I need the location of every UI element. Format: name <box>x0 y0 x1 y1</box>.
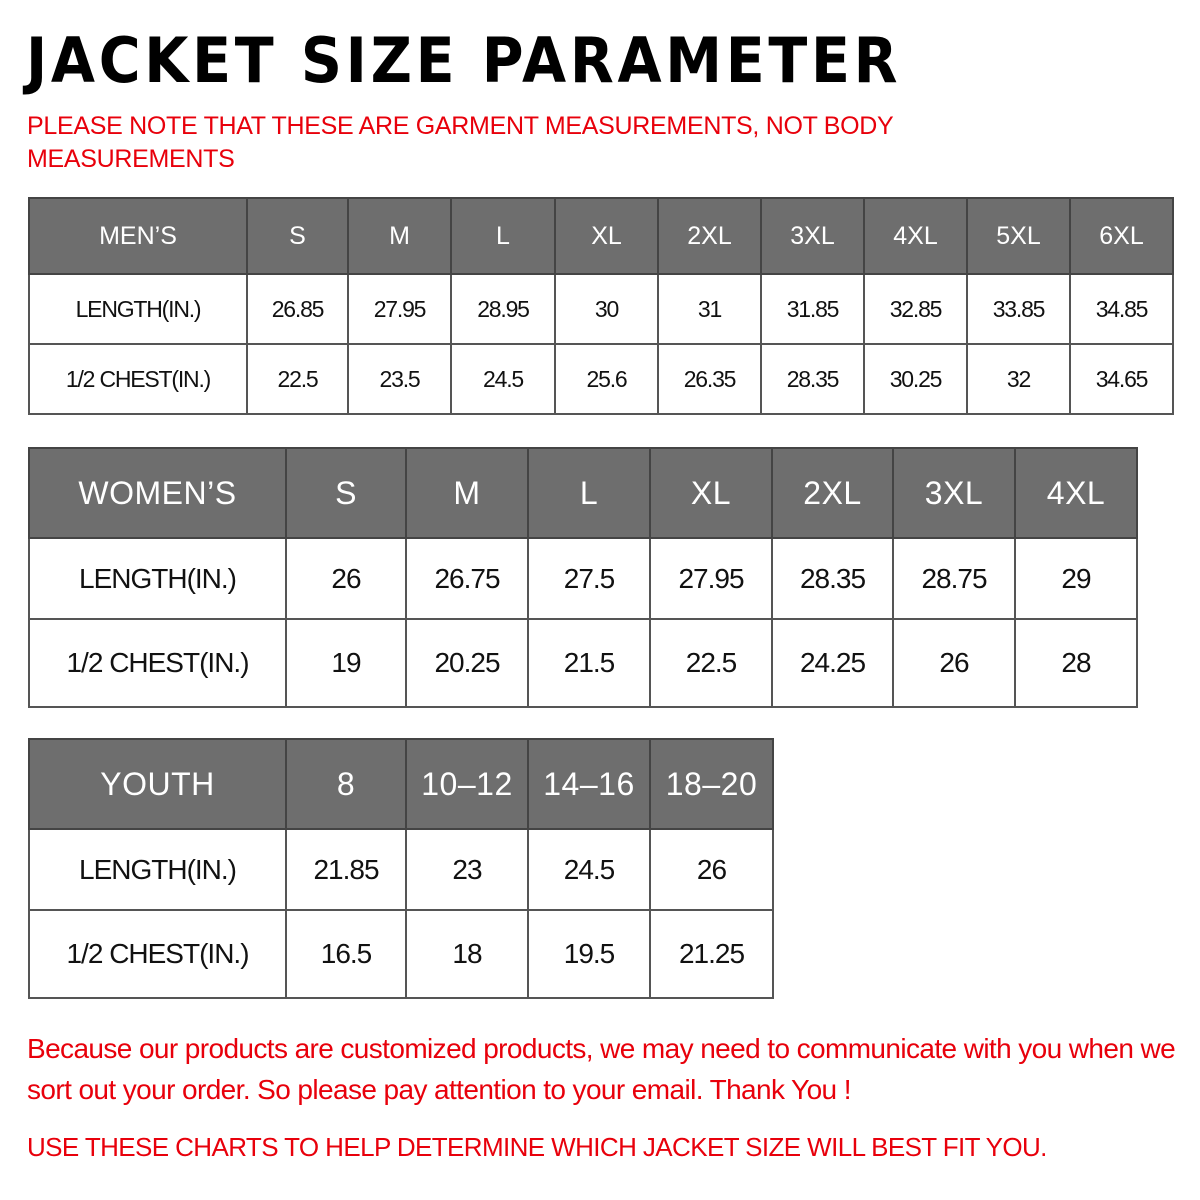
measurement-cell: 30 <box>555 274 658 344</box>
measurement-cell: 26 <box>286 538 406 619</box>
womens-size-table <box>28 447 1138 708</box>
row-label-cell: LENGTH(IN.) <box>29 538 286 619</box>
header-row <box>29 198 1173 274</box>
header-row <box>29 448 1137 538</box>
measurement-cell: 20.25 <box>406 619 528 707</box>
page-title: JACKET SIZE PARAMETER <box>26 24 902 97</box>
measurement-cell: 33.85 <box>967 274 1070 344</box>
size-header-cell: 2XL <box>658 198 761 274</box>
measurement-cell: 21.85 <box>286 829 406 910</box>
measurement-cell: 19 <box>286 619 406 707</box>
row-label-cell: LENGTH(IN.) <box>29 274 247 344</box>
measurement-cell: 21.25 <box>650 910 773 998</box>
measurement-cell: 31.85 <box>761 274 864 344</box>
measurement-cell: 28.95 <box>451 274 555 344</box>
table-title-cell: YOUTH <box>29 739 286 829</box>
size-header-cell: 10–12 <box>406 739 528 829</box>
measurement-cell: 34.85 <box>1070 274 1173 344</box>
size-header-cell: S <box>286 448 406 538</box>
row-label-cell: 1/2 CHEST(IN.) <box>29 619 286 707</box>
length-row <box>29 274 1173 344</box>
table-title-cell: WOMEN’S <box>29 448 286 538</box>
measurement-cell: 26 <box>650 829 773 910</box>
size-header-cell: 4XL <box>864 198 967 274</box>
size-header-cell: XL <box>555 198 658 274</box>
size-header-cell: 14–16 <box>528 739 650 829</box>
measurement-cell: 28.75 <box>893 538 1015 619</box>
size-header-cell: 5XL <box>967 198 1070 274</box>
size-header-cell: 3XL <box>893 448 1015 538</box>
header-row <box>29 739 773 829</box>
measurement-cell: 26.35 <box>658 344 761 414</box>
measurement-cell: 28 <box>1015 619 1137 707</box>
measurement-cell: 34.65 <box>1070 344 1173 414</box>
length-row <box>29 829 773 910</box>
measurement-cell: 26.75 <box>406 538 528 619</box>
mens-size-table <box>28 197 1174 415</box>
youth-size-table <box>28 738 774 999</box>
measurement-cell: 32 <box>967 344 1070 414</box>
size-header-cell: 2XL <box>772 448 893 538</box>
measurement-cell: 24.5 <box>451 344 555 414</box>
chest-row <box>29 619 1137 707</box>
size-header-cell: L <box>451 198 555 274</box>
size-advice: USE THESE CHARTS TO HELP DETERMINE WHICH JACKET SIZE WILL BEST FIT YOU. <box>27 1132 1047 1162</box>
measurement-cell: 32.85 <box>864 274 967 344</box>
row-label-cell: LENGTH(IN.) <box>29 829 286 910</box>
measurement-cell: 31 <box>658 274 761 344</box>
size-header-cell: L <box>528 448 650 538</box>
measurement-cell: 26 <box>893 619 1015 707</box>
size-header-cell: 4XL <box>1015 448 1137 538</box>
chest-row <box>29 910 773 998</box>
measurement-cell: 23.5 <box>348 344 451 414</box>
measurement-cell: 28.35 <box>761 344 864 414</box>
length-row <box>29 538 1137 619</box>
measurement-note: PLEASE NOTE THAT THESE ARE GARMENT MEASUREMENTS, NOT BODY MEASUREMENTS <box>27 112 893 173</box>
size-header-cell: S <box>247 198 348 274</box>
measurement-cell: 29 <box>1015 538 1137 619</box>
row-label-cell: 1/2 CHEST(IN.) <box>29 344 247 414</box>
size-header-cell: 6XL <box>1070 198 1173 274</box>
size-header-cell: M <box>348 198 451 274</box>
measurement-cell: 22.5 <box>650 619 772 707</box>
measurement-cell: 26.85 <box>247 274 348 344</box>
size-header-cell: 3XL <box>761 198 864 274</box>
size-header-cell: XL <box>650 448 772 538</box>
measurement-cell: 27.5 <box>528 538 650 619</box>
measurement-cell: 23 <box>406 829 528 910</box>
size-header-cell: 18–20 <box>650 739 773 829</box>
measurement-cell: 24.5 <box>528 829 650 910</box>
measurement-cell: 16.5 <box>286 910 406 998</box>
measurement-cell: 30.25 <box>864 344 967 414</box>
measurement-cell: 27.95 <box>348 274 451 344</box>
customization-message: Because our products are customized products, we may need to communicate with you when we sort out your order. So please pay attention to your email. Thank You ! <box>27 1033 1176 1105</box>
size-header-cell: 8 <box>286 739 406 829</box>
measurement-cell: 24.25 <box>772 619 893 707</box>
measurement-cell: 19.5 <box>528 910 650 998</box>
measurement-cell: 28.35 <box>772 538 893 619</box>
measurement-cell: 27.95 <box>650 538 772 619</box>
size-header-cell: M <box>406 448 528 538</box>
row-label-cell: 1/2 CHEST(IN.) <box>29 910 286 998</box>
measurement-cell: 25.6 <box>555 344 658 414</box>
measurement-cell: 21.5 <box>528 619 650 707</box>
chest-row <box>29 344 1173 414</box>
measurement-cell: 18 <box>406 910 528 998</box>
table-title-cell: MEN’S <box>29 198 247 274</box>
measurement-cell: 22.5 <box>247 344 348 414</box>
